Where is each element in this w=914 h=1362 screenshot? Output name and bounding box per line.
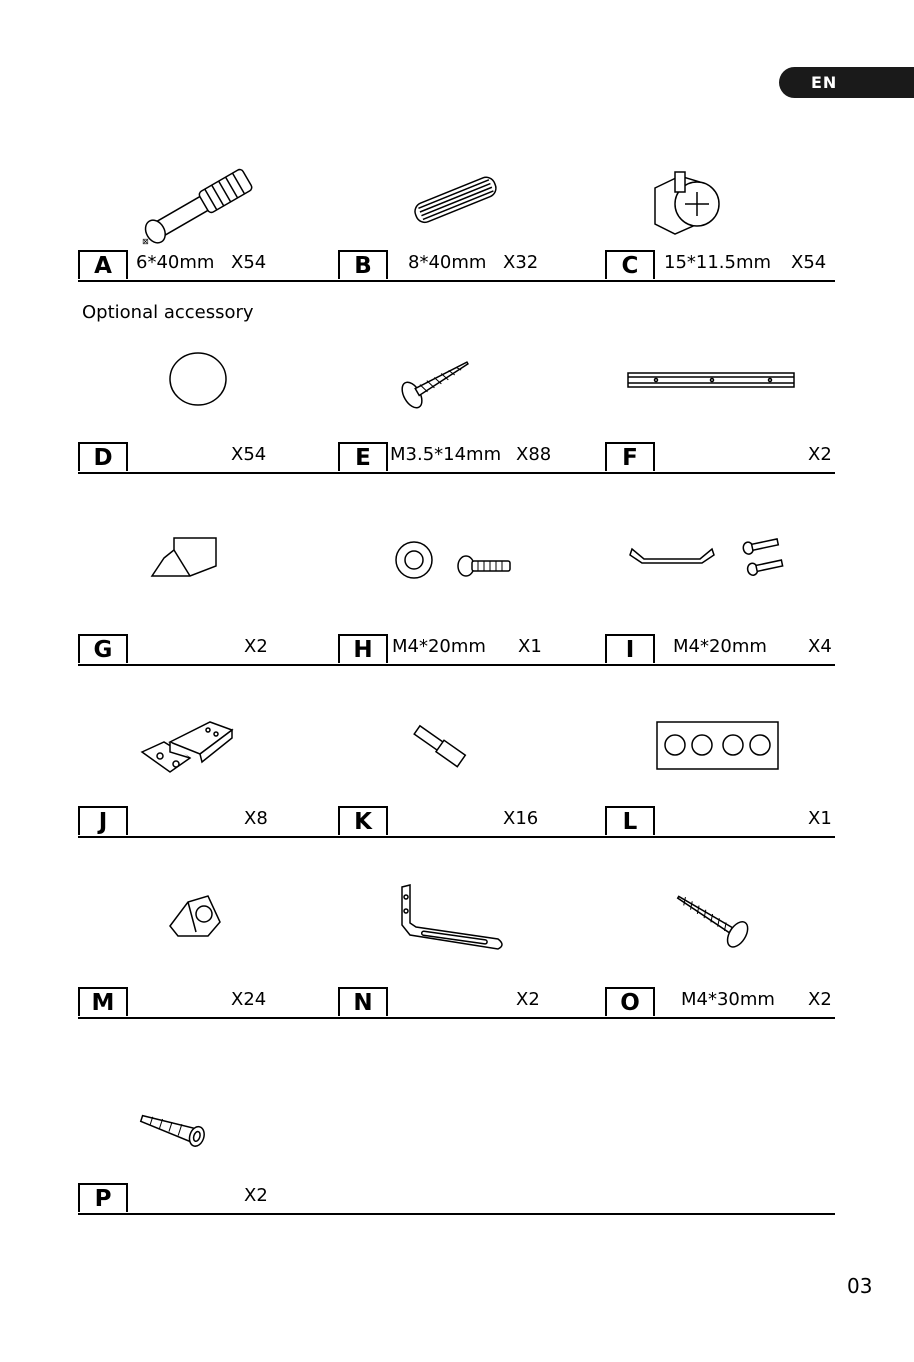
part-letter: C: [605, 250, 655, 279]
handle-with-screws-icon: [628, 535, 783, 580]
part-letter: F: [605, 442, 655, 471]
part-letter: J: [78, 806, 128, 835]
knob-with-screw-icon: [392, 540, 517, 582]
part-spec: M4*30mm: [681, 989, 775, 1010]
part-letter: G: [78, 634, 128, 663]
part-letter: L: [605, 806, 655, 835]
part-letter: E: [338, 442, 388, 471]
part-letter: I: [605, 634, 655, 663]
part-spec: M4*20mm: [392, 636, 486, 657]
part-qty: X88: [516, 444, 552, 465]
parts-row-1: [78, 250, 835, 282]
part-qty: X16: [503, 808, 539, 829]
cabinet-hinge-icon: [140, 712, 240, 782]
part-qty: X54: [231, 252, 267, 273]
part-letter: K: [338, 806, 388, 835]
cam-lock-icon: [645, 168, 725, 238]
part-spec: 15*11.5mm: [664, 252, 772, 273]
bumper-pads-icon: [656, 721, 780, 771]
part-letter: N: [338, 987, 388, 1016]
part-spec: M3.5*14mm: [390, 444, 502, 465]
part-qty: X2: [808, 989, 832, 1010]
part-qty: X2: [808, 444, 832, 465]
page-number: 03: [847, 1274, 873, 1298]
part-qty: X4: [808, 636, 832, 657]
part-letter: A: [78, 250, 128, 279]
drawer-slide-icon: [626, 371, 796, 391]
part-qty: X54: [791, 252, 827, 273]
parts-row-4: [78, 806, 835, 838]
wood-screw-icon: [398, 350, 478, 410]
wall-anchor-icon: [138, 1108, 210, 1150]
shelf-pin-icon: [410, 724, 470, 769]
optional-accessory-label: Optional accessory: [82, 302, 254, 323]
part-letter: B: [338, 250, 388, 279]
parts-row-3: [78, 634, 835, 666]
part-letter: D: [78, 442, 128, 471]
part-qty: X8: [244, 808, 268, 829]
svg-text:⊠: ⊠: [142, 237, 149, 246]
part-qty: X54: [231, 444, 267, 465]
l-bracket-icon: [398, 885, 508, 953]
language-badge: EN: [779, 67, 914, 98]
cam-bolt-icon: [138, 162, 268, 247]
part-qty: X2: [244, 1185, 268, 1206]
parts-row-2: [78, 442, 835, 474]
parts-row-6: [78, 1183, 835, 1215]
part-qty: X24: [231, 989, 267, 1010]
part-spec: M4*20mm: [673, 636, 767, 657]
corner-block-icon: [168, 892, 224, 940]
part-qty: X2: [244, 636, 268, 657]
part-spec: 8*40mm: [408, 252, 487, 273]
part-qty: X1: [808, 808, 832, 829]
part-qty: X32: [503, 252, 539, 273]
angle-bracket-icon: [150, 536, 220, 581]
parts-row-5: [78, 987, 835, 1019]
part-letter: O: [605, 987, 655, 1016]
part-qty: X1: [518, 636, 542, 657]
cover-cap-icon: [168, 350, 232, 408]
wood-dowel-icon: [408, 175, 503, 225]
part-spec: 6*40mm: [136, 252, 215, 273]
part-letter: H: [338, 634, 388, 663]
part-letter: M: [78, 987, 128, 1016]
part-qty: X2: [516, 989, 540, 1010]
part-letter: P: [78, 1183, 128, 1212]
long-screw-icon: [668, 890, 758, 948]
